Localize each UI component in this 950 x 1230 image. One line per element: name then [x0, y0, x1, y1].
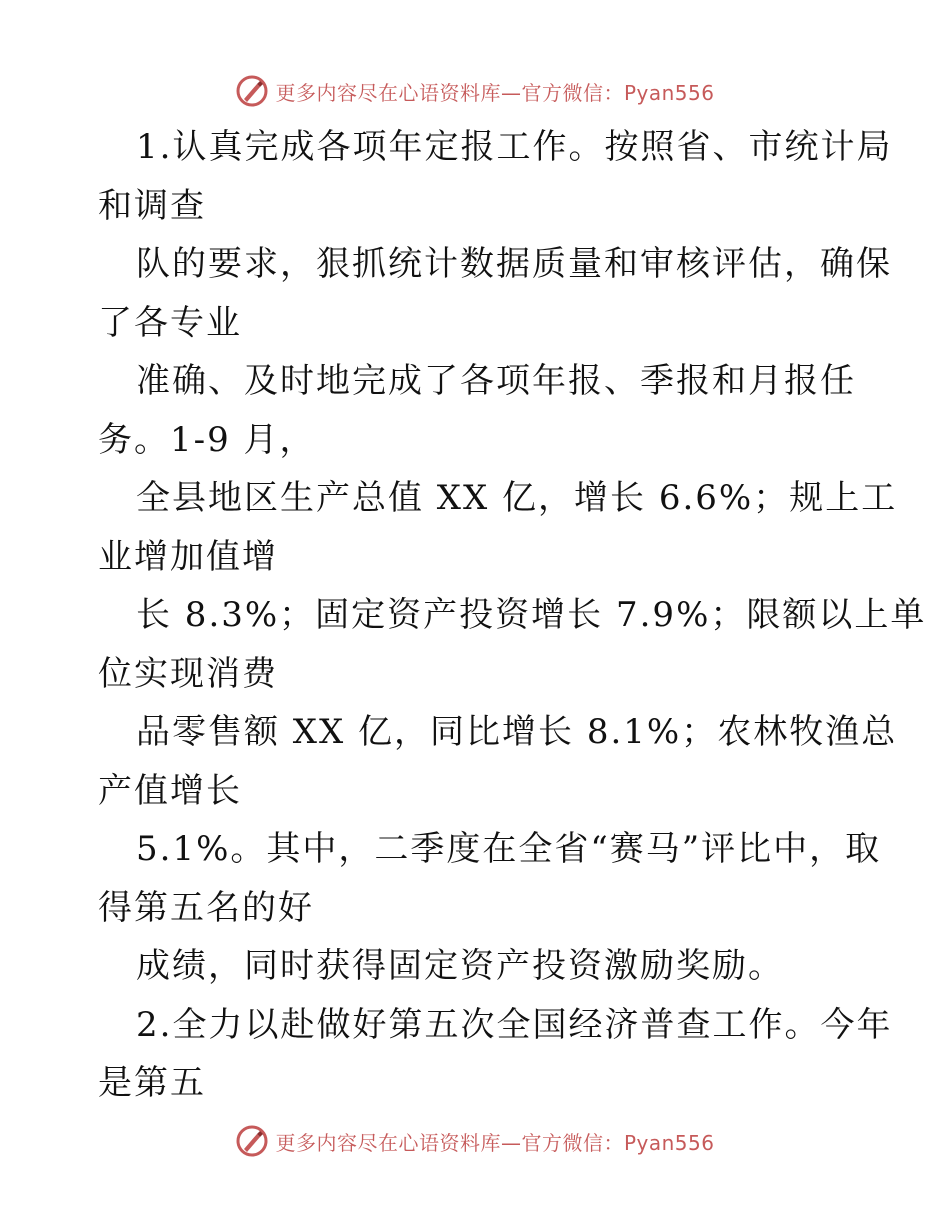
body-line: 和调查 — [98, 185, 206, 226]
body-line: 5.1%。其中，二季度在全省“赛马”评比中，取 — [136, 829, 882, 869]
pen-seal-icon — [235, 1124, 269, 1158]
pen-seal-icon — [235, 74, 269, 108]
footer-watermark — [0, 1124, 950, 1158]
body-line: 长 8.3%；固定资产投资增长 7.9%；限额以上单 — [136, 595, 927, 635]
body-line: 业增加值增 — [98, 536, 278, 577]
body-line: 是第五 — [98, 1063, 206, 1103]
body-line: 得第五名的好 — [98, 887, 314, 928]
document-body — [0, 118, 950, 1113]
body-line: 队的要求，狠抓统计数据质量和审核评估，确保 — [136, 244, 892, 284]
body-line: 全县地区生产总值 XX 亿，增长 6.6%；规上工 — [136, 478, 898, 518]
body-line: 成绩，同时获得固定资产投资激励奖励。 — [136, 946, 784, 986]
body-line: 品零售额 XX 亿，同比增长 8.1%；农林牧渔总 — [136, 712, 898, 752]
body-line: 产值增长 — [98, 770, 242, 811]
body-line: 位实现消费 — [98, 653, 278, 694]
body-line: 准确、及时地完成了各项年报、季报和月报任 — [136, 361, 856, 401]
body-line: 2.全力以赴做好第五次全国经济普查工作。今年 — [136, 1004, 893, 1045]
header-watermark — [0, 74, 950, 108]
body-line: 务。1-9 月， — [98, 419, 316, 460]
body-line: 了各专业 — [98, 302, 242, 343]
watermark-text: 更多内容尽在心语资料库—官方微信：Pyan556 — [275, 80, 715, 105]
watermark-text: 更多内容尽在心语资料库—官方微信：Pyan556 — [275, 1130, 715, 1155]
body-line: 1.认真完成各项年定报工作。按照省、市统计局 — [136, 127, 893, 167]
